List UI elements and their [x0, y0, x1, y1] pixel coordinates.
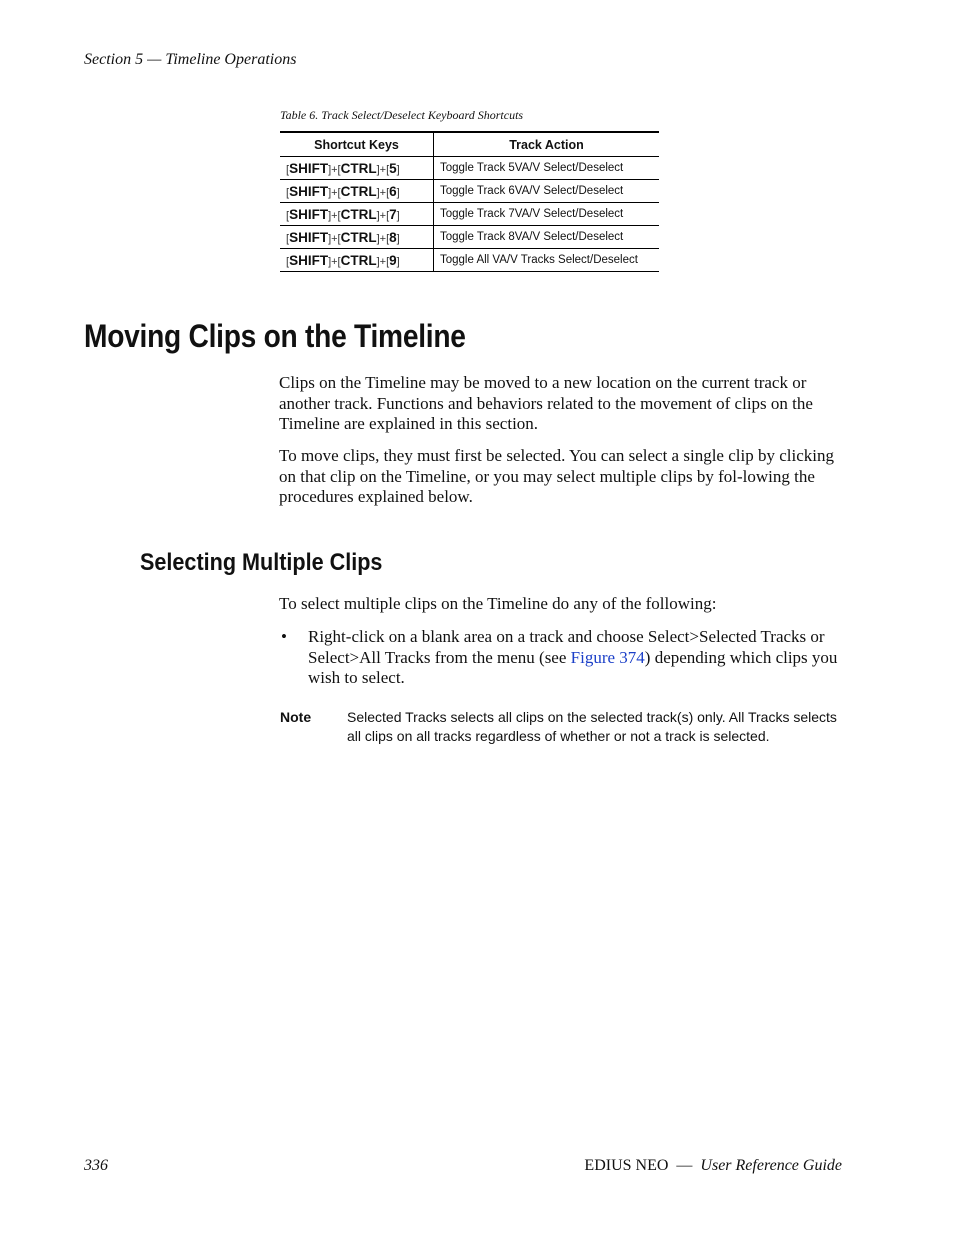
footer-guide-title: User Reference Guide [700, 1157, 842, 1174]
body-paragraph-2: To move clips, they must first be selected. You can select a single clip by clicking on that clip on the Timeline, or you may select multiple clips by fol-lowing the procedures explained below. [279, 446, 834, 506]
section-heading: Moving Clips on the Timeline [84, 318, 466, 354]
key-bracket: [ [286, 232, 290, 245]
key-label: CTRL [340, 229, 377, 245]
key-label: 5 [389, 160, 397, 176]
table-caption: Table 6. Track Select/Deselect Keyboard Shortcuts [280, 108, 524, 122]
shortcut-keys-cell [280, 249, 434, 272]
key-bracket: [ [286, 255, 290, 268]
shortcut-table [280, 131, 659, 272]
key-bracket: ] [396, 232, 400, 245]
note-label: Note [280, 709, 312, 725]
key-label: CTRL [340, 160, 377, 176]
shortcut-keys-cell [280, 157, 434, 180]
list-item [279, 627, 845, 689]
running-footer [584, 1157, 842, 1175]
bullet-list [279, 627, 845, 689]
shortcut-keys-cell [280, 180, 434, 203]
key-label: CTRL [340, 206, 377, 222]
key-label: 6 [389, 183, 397, 199]
subsection-heading: Selecting Multiple Clips [140, 549, 383, 576]
body-paragraph-1: Clips on the Timeline may be moved to a new location on the current track or another track. Functions and behaviors related to the movement of clips on the Timeline are explained in this section. [279, 373, 813, 433]
key-bracket: ]+[ [328, 232, 341, 245]
key-bracket: ] [396, 209, 400, 222]
column-header-shortcut-keys: Shortcut Keys [280, 132, 434, 157]
key-label: SHIFT [289, 183, 329, 199]
key-label: SHIFT [289, 252, 329, 268]
bullet-text-start: Right-click on a blank area on a track and choose Select>Selected Tracks or Select>All Tracks from the menu (see [308, 627, 825, 667]
key-bracket: ]+[ [328, 255, 341, 268]
running-header: Section 5 — Timeline Operations [84, 51, 297, 68]
key-bracket: ]+[ [376, 255, 390, 268]
track-action-cell: Toggle All VA/V Tracks Select/Deselect [434, 249, 660, 272]
key-bracket: [ [286, 209, 290, 222]
key-label: SHIFT [289, 229, 329, 245]
key-label: CTRL [340, 183, 377, 199]
bullet-text-end: ) depending which clips you wish to select. [308, 647, 838, 687]
table-row [280, 157, 659, 180]
table-header-row [280, 132, 659, 157]
key-bracket: ]+[ [376, 232, 390, 245]
table-row [280, 203, 659, 226]
key-label: 7 [389, 206, 397, 222]
key-label: CTRL [340, 252, 377, 268]
page-number: 336 [84, 1157, 108, 1174]
track-action-cell: Toggle Track 7VA/V Select/Deselect [434, 203, 660, 226]
key-bracket: ]+[ [328, 209, 341, 222]
table-row [280, 249, 659, 272]
key-bracket: ] [396, 255, 400, 268]
track-action-cell: Toggle Track 8VA/V Select/Deselect [434, 226, 660, 249]
key-bracket: ]+[ [328, 163, 341, 176]
key-bracket: [ [286, 163, 290, 176]
table-row [280, 226, 659, 249]
subsection-intro: To select multiple clips on the Timeline do any of the following: [279, 594, 717, 613]
key-bracket: ]+[ [328, 186, 341, 199]
footer-separator: — [676, 1157, 693, 1174]
figure-link[interactable]: Figure 374 [570, 647, 645, 667]
bullet-marker: • [281, 627, 287, 646]
track-action-cell: Toggle Track 6VA/V Select/Deselect [434, 180, 660, 203]
key-label: 8 [389, 229, 397, 245]
table-row [280, 180, 659, 203]
key-bracket: ] [396, 186, 400, 199]
note-text: Selected Tracks selects all clips on the selected track(s) only. All Tracks selects all clips on all tracks regardless of whether or not a track is selected. [347, 709, 837, 744]
key-bracket: ]+[ [376, 186, 390, 199]
key-label: SHIFT [289, 160, 329, 176]
track-action-cell: Toggle Track 5VA/V Select/Deselect [434, 157, 660, 180]
key-bracket: [ [286, 186, 290, 199]
footer-product: EDIUS NEO [584, 1157, 669, 1174]
key-label: 9 [389, 252, 397, 268]
key-label: SHIFT [289, 206, 329, 222]
column-header-track-action: Track Action [434, 132, 660, 157]
shortcut-keys-cell [280, 203, 434, 226]
key-bracket: ]+[ [376, 209, 390, 222]
key-bracket: ]+[ [376, 163, 390, 176]
key-bracket: ] [396, 163, 400, 176]
shortcut-keys-cell [280, 226, 434, 249]
